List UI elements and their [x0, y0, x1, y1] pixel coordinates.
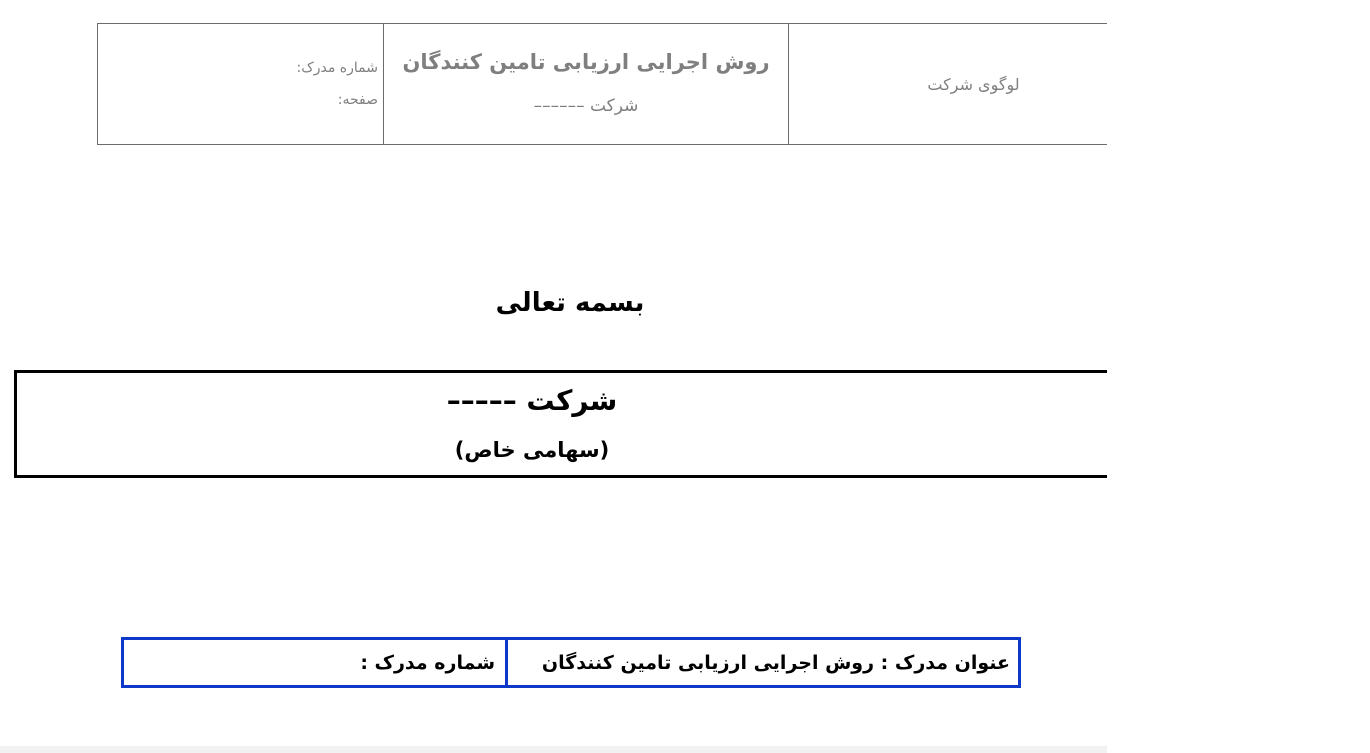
company-name-box-inner — [17, 379, 1047, 467]
doc-info-title-cell — [508, 640, 1018, 685]
page-label: صفحه: — [337, 92, 378, 108]
header-table — [97, 23, 1107, 145]
doc-info-number-label: شماره مدرک : — [360, 651, 495, 674]
company-logo-placeholder: لوگوی شرکت — [927, 74, 1020, 94]
header-cell-title — [384, 24, 789, 144]
company-name-box — [14, 370, 1107, 478]
company-type: (سهامی خاص) — [454, 438, 610, 462]
doc-info-number-cell — [124, 640, 508, 685]
header-doc-title: روش اجرایی ارزیابی تامین کنندگان — [402, 50, 770, 74]
besmele-text: بسمه تعالی — [495, 288, 645, 318]
header-cell-doc-info — [98, 24, 384, 144]
doc-number-label: شماره مدرک: — [296, 60, 378, 76]
header-company-line: شرکت –––––– — [533, 96, 639, 116]
header-cell-logo — [789, 24, 1107, 144]
page-gap-strip — [0, 746, 1107, 753]
company-name: شرکت ––––– — [446, 384, 618, 417]
doc-info-title-label: عنوان مدرک : روش اجرایی ارزیابی تامین کنندگان — [541, 651, 1010, 674]
doc-info-table — [121, 637, 1021, 688]
